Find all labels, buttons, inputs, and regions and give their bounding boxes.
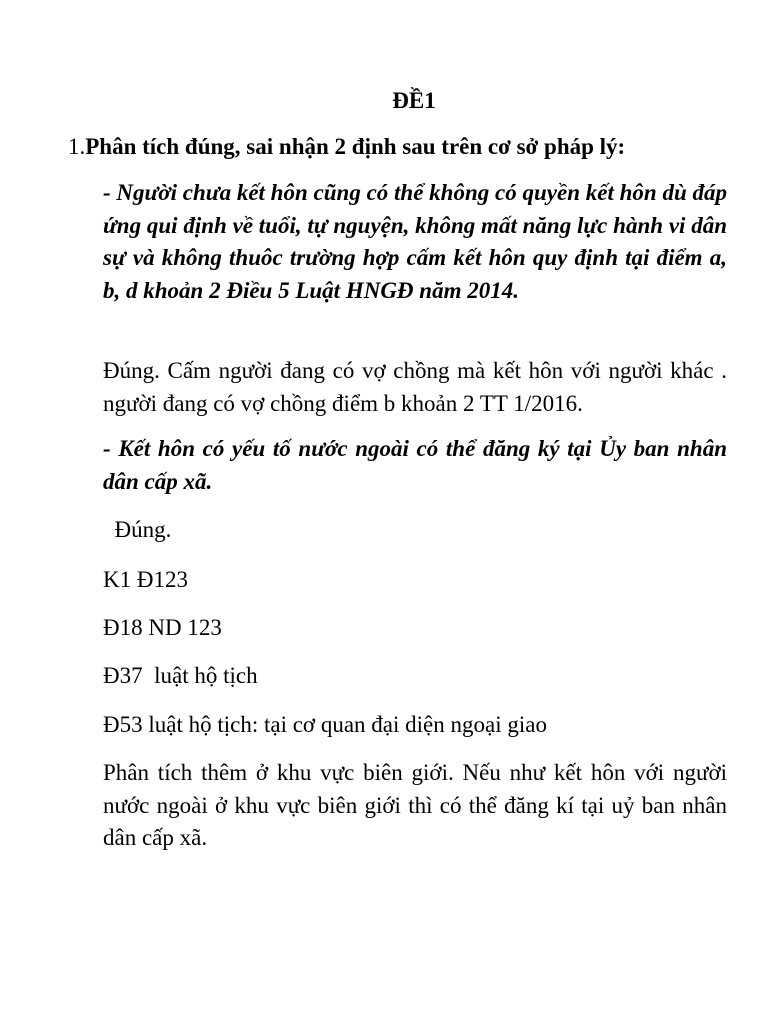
note-2: Đ18 ND 123	[103, 615, 222, 640]
answer-2: Đúng.	[103, 517, 172, 542]
statement-1: - Người chưa kết hôn cũng có thể không có quyền kết hôn dù đáp ứng qui định về tuổi, tự nguyện, không mất năng lực hành vi dân sự và không thuôc trường hợp cấm kết hôn quy định tại điểm a, b, d khoản 2 Điều 5 Luật HNGĐ năm 2014.	[103, 180, 727, 303]
question-heading	[68, 132, 748, 162]
analysis-paragraph: Phân tích thêm ở khu vực biên giới. Nếu như kết hôn với người nước ngoài ở khu vực biên giới thì có thể đăng kí tại uỷ ban nhân dân cấp xã.	[103, 760, 727, 850]
document-title: ĐỀ1	[392, 88, 436, 113]
question-text: Phân tích đúng, sai nhận 2 định sau trên cơ sở pháp lý:	[85, 134, 626, 159]
question-number: 1.	[68, 134, 86, 159]
note-1: K1 Đ123	[103, 567, 188, 592]
answer-1: Đúng. Cấm người đang có vợ chồng mà kết hôn với người khác . người đang có vợ chồng điểm b khoản 2 TT 1/2016.	[103, 358, 727, 416]
note-4: Đ53 luật hộ tịch: tại cơ quan đại diện ngoại giao	[103, 712, 547, 737]
note-3: Đ37 luật hộ tịch	[103, 663, 258, 688]
statement-2: - Kết hôn có yếu tố nước ngoài có thể đăng ký tại Ủy ban nhân dân cấp xã.	[103, 436, 727, 494]
